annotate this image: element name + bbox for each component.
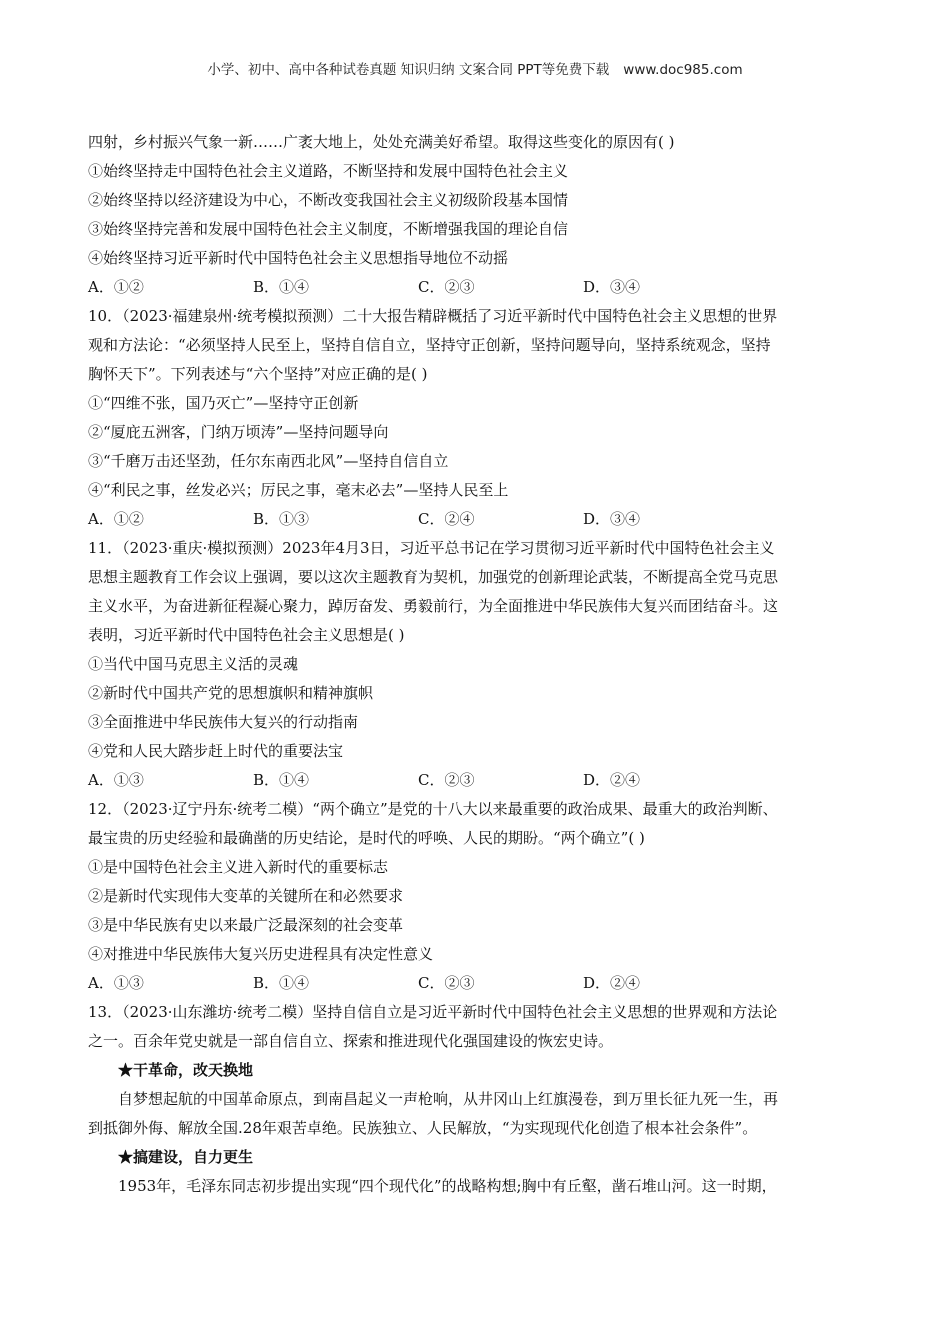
q12-item-2: ②是新时代实现伟大变革的关键所在和必然要求 (88, 887, 404, 905)
q13-stem-line-1: 13．（2023·山东潍坊·统考二模）坚持自信自立是习近平新时代中国特色社会主义思想的世界观和方法论 (88, 1003, 778, 1021)
q10-item-3: ③“千磨万击还坚劲，任尔东南西北风”—坚持自信自立 (88, 452, 449, 470)
q12-item-1: ①是中国特色社会主义进入新时代的重要标志 (88, 858, 389, 876)
q13-section2-line-1: 1953年，毛泽东同志初步提出实现“四个现代化”的战略构想;胸中有丘壑，凿石堆山河。这一时期， (118, 1177, 777, 1195)
q9-option-d: D．③④ (583, 278, 641, 296)
q9-option-c: C．②③ (418, 278, 475, 296)
q9-item-3: ③始终坚持完善和发展中国特色社会主义制度，不断增强我国的理论自信 (88, 220, 569, 238)
q10-stem-line-2: 观和方法论：“必须坚持人民至上，坚持自信自立，坚持守正创新，坚持问题导向，坚持系统观念，坚持 (88, 336, 771, 354)
q12-stem-line-1: 12．（2023·辽宁丹东·统考二模）“两个确立”是党的十八大以来最重要的政治成果、最重大的政治判断、 (88, 800, 778, 818)
q10-item-2: ②“厦庇五洲客，门纳万顷涛”—坚持问题导向 (88, 423, 389, 441)
q11-options (88, 766, 868, 795)
q9-option-b: B．①④ (253, 278, 310, 296)
q10-option-d: D．③④ (583, 510, 641, 528)
q12-item-3: ③是中华民族有史以来最广泛最深刻的社会变革 (88, 916, 404, 934)
page-header (0, 58, 950, 78)
q9-item-1: ①始终坚持走中国特色社会主义道路，不断坚持和发展中国特色社会主义 (88, 162, 569, 180)
q9-item-2: ②始终坚持以经济建设为中心，不断改变我国社会主义初级阶段基本国情 (88, 191, 569, 209)
q12-option-d: D．②④ (583, 974, 641, 992)
q11-option-b: B．①④ (253, 771, 310, 789)
q13-stem-line-2: 之一。百余年党史就是一部自信自立、探索和推进现代化强国建设的恢宏史诗。 (88, 1032, 614, 1050)
q12-option-b: B．①④ (253, 974, 310, 992)
q10-option-a: A．①② (88, 510, 144, 528)
q11-option-c: C．②③ (418, 771, 475, 789)
q13-section1-title: ★干革命，改天换地 (118, 1061, 254, 1079)
q12-option-a: A．①③ (88, 974, 144, 992)
q11-item-2: ②新时代中国共产党的思想旗帜和精神旗帜 (88, 684, 374, 702)
header-text: 小学、初中、高中各种试卷真题 知识归纳 文案合同 PPT等免费下载 (207, 62, 610, 78)
q10-option-b: B．①③ (253, 510, 310, 528)
q13-section1-line-1: 自梦想起航的中国革命原点，到南昌起义一声枪响，从井冈山上红旗漫卷，到万里长征九死一生，再 (118, 1090, 779, 1108)
q10-item-1: ①“四维不张，国乃灭亡”—坚持守正创新 (88, 394, 359, 412)
q10-option-c: C．②④ (418, 510, 475, 528)
q11-item-3: ③全面推进中华民族伟大复兴的行动指南 (88, 713, 359, 731)
header-url[interactable]: www.doc985.com (623, 62, 743, 78)
q10-item-4: ④“利民之事，丝发必兴；厉民之事，毫末必去”—坚持人民至上 (88, 481, 509, 499)
q10-stem-line-1: 10．（2023·福建泉州·统考模拟预测）二十大报告精辟概括了习近平新时代中国特色社会主义思想的世界 (88, 307, 778, 325)
q11-stem-line-2: 思想主题教育工作会议上强调，要以这次主题教育为契机，加强党的创新理论武装，不断提高全党马克思 (88, 568, 779, 586)
q11-stem-line-3: 主义水平，为奋进新征程凝心聚力，踔厉奋发、勇毅前行，为全面推进中华民族伟大复兴而团结奋斗。这 (88, 597, 779, 615)
q12-item-4: ④对推进中华民族伟大复兴历史进程具有决定性意义 (88, 945, 434, 963)
q10-options (88, 505, 868, 534)
q13-section1-line-2: 到抵御外侮、解放全国.28年艰苦卓绝。民族独立、人民解放，“为实现现代化创造了根本社会条件”。 (88, 1119, 758, 1137)
q12-option-c: C．②③ (418, 974, 475, 992)
q9-stem: 四射，乡村振兴气象一新……广袤大地上，处处充满美好希望。取得这些变化的原因有( ) (88, 133, 675, 151)
q9-options (88, 273, 868, 302)
q11-item-1: ①当代中国马克思主义活的灵魂 (88, 655, 299, 673)
q12-stem-line-2: 最宝贵的历史经验和最确凿的历史结论，是时代的呼唤、人民的期盼。“两个确立”( ) (88, 829, 645, 847)
document-body (88, 128, 868, 1201)
q11-option-a: A．①③ (88, 771, 144, 789)
q11-stem-line-1: 11．（2023·重庆·模拟预测）2023年4月3日，习近平总书记在学习贯彻习近平新时代中国特色社会主义 (88, 539, 775, 557)
q9-item-4: ④始终坚持习近平新时代中国特色社会主义思想指导地位不动摇 (88, 249, 509, 267)
q11-item-4: ④党和人民大踏步赶上时代的重要法宝 (88, 742, 344, 760)
q10-stem-line-3: 胸怀天下”。下列表述与“六个坚持”对应正确的是( ) (88, 365, 428, 383)
q9-option-a: A．①② (88, 278, 144, 296)
q11-option-d: D．②④ (583, 771, 641, 789)
q11-stem-line-4: 表明，习近平新时代中国特色社会主义思想是( ) (88, 626, 405, 644)
q12-options (88, 969, 868, 998)
q13-section2-title: ★搞建设，自力更生 (118, 1148, 254, 1166)
